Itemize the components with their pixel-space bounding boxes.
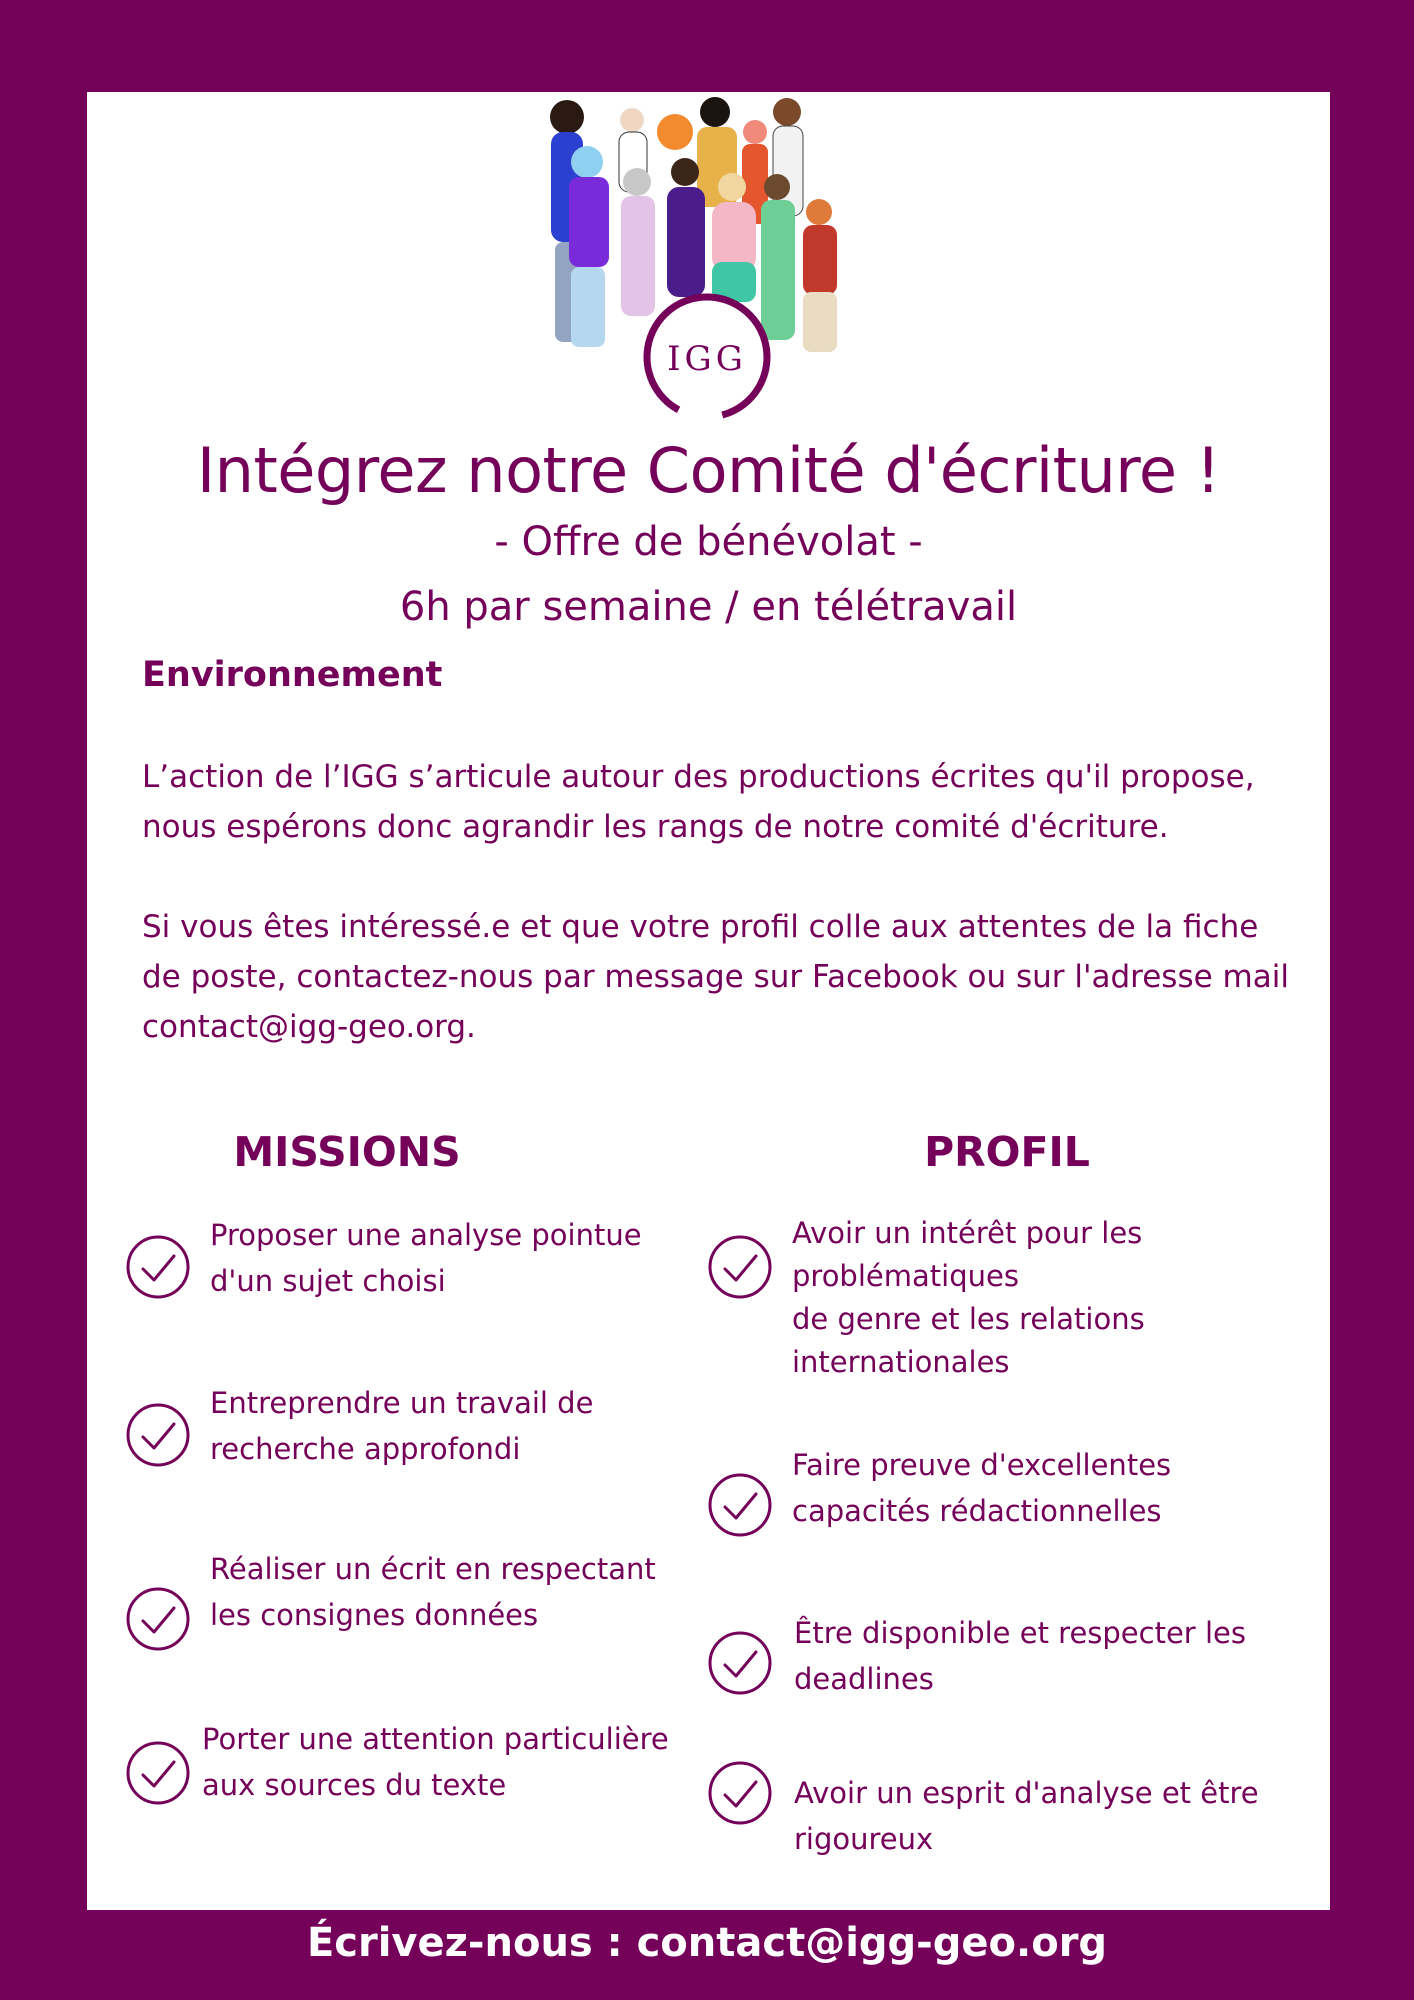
- group-illustration: [527, 92, 967, 422]
- profil-text-line: problématiques: [792, 1259, 1019, 1293]
- profil-text-line: capacités rédactionnelles: [792, 1494, 1162, 1528]
- missions-heading: MISSIONS: [233, 1128, 461, 1176]
- profil-text-line: internationales: [792, 1345, 1010, 1379]
- footer-contact: Écrivez-nous : contact@igg-geo.org: [306, 1920, 1108, 1966]
- profil-text-line: Avoir un esprit d'analyse et être: [794, 1776, 1259, 1810]
- poster-card: [87, 92, 1330, 1910]
- profil-text-line: deadlines: [794, 1662, 934, 1696]
- mission-text-line: recherche approfondi: [210, 1432, 521, 1466]
- mission-text-line: Réaliser un écrit en respectant: [210, 1552, 656, 1586]
- mission-text-line: aux sources du texte: [202, 1768, 507, 1802]
- profil-text-line: Être disponible et respecter les: [794, 1616, 1246, 1650]
- mission-text-line: d'un sujet choisi: [210, 1264, 446, 1298]
- profil-heading: PROFIL: [924, 1128, 1090, 1176]
- environnement-paragraph-1: L’action de l’IGG s’articule autour des productions écrites qu'il propose, nous espérons donc agrandir les rangs de notre comité d'écriture.: [142, 759, 1255, 845]
- check-circle-icon: [125, 1234, 191, 1300]
- mission-text-line: Proposer une analyse pointue: [210, 1218, 642, 1252]
- check-circle-icon: [125, 1402, 191, 1468]
- environnement-paragraph-2: Si vous êtes intéressé.e et que votre profil colle aux attentes de la fiche de poste, contactez-nous par message sur Facebook ou sur l'adresse mail contact@igg-geo.org.: [142, 909, 1289, 1045]
- check-circle-icon: [125, 1740, 191, 1806]
- page-title: Intégrez notre Comité d'écriture !: [196, 434, 1221, 507]
- mission-text-line: Entreprendre un travail de: [210, 1386, 594, 1420]
- profil-text-line: Avoir un intérêt pour les: [792, 1216, 1143, 1250]
- check-circle-icon: [707, 1234, 773, 1300]
- mission-text-line: les consignes données: [210, 1598, 539, 1632]
- check-circle-icon: [125, 1586, 191, 1652]
- profil-text-line: de genre et les relations: [792, 1302, 1145, 1336]
- check-circle-icon: [707, 1630, 773, 1696]
- mission-text-line: Porter une attention particulière: [202, 1722, 669, 1756]
- subtitle-hours: 6h par semaine / en télétravail: [399, 584, 1018, 630]
- svg-text:IGG: IGG: [667, 339, 747, 379]
- environnement-heading: Environnement: [142, 655, 443, 695]
- subtitle-offre: - Offre de bénévolat -: [494, 519, 923, 565]
- profil-text-line: rigoureux: [794, 1822, 934, 1856]
- check-circle-icon: [707, 1760, 773, 1826]
- check-circle-icon: [707, 1472, 773, 1538]
- profil-text-line: Faire preuve d'excellentes: [792, 1448, 1172, 1482]
